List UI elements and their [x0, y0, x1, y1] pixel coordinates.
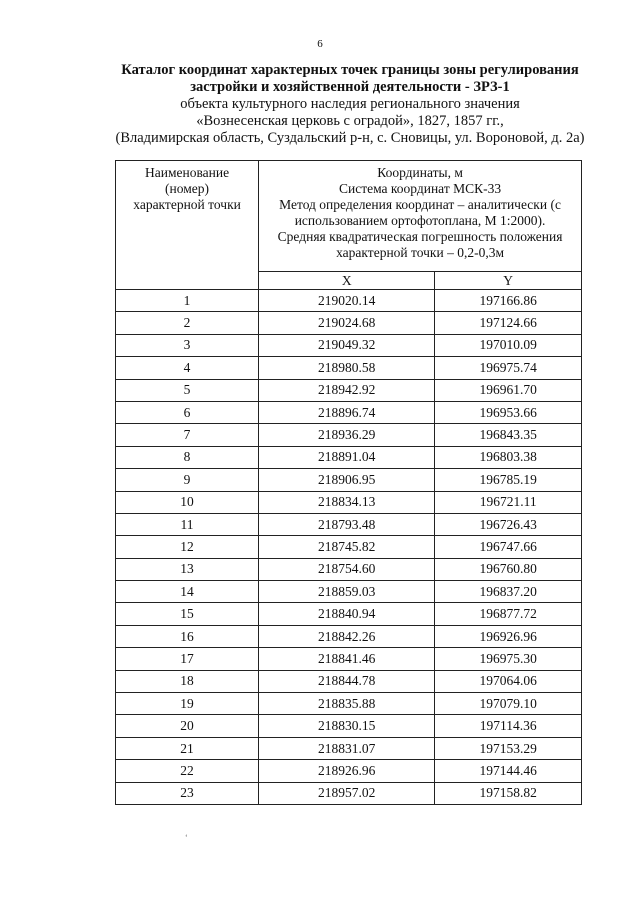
point-number-cell: 12 [116, 536, 259, 558]
y-coordinate-cell: 196726.43 [435, 513, 582, 535]
x-coordinate-cell: 218859.03 [259, 581, 435, 603]
table-row [116, 693, 582, 715]
x-coordinate-cell: 218754.60 [259, 558, 435, 580]
x-coordinate-cell: 218896.74 [259, 401, 435, 423]
point-number-cell: 7 [116, 424, 259, 446]
scan-mark: ‘ [185, 833, 188, 842]
point-number-cell: 13 [116, 558, 259, 580]
y-coordinate-cell: 196877.72 [435, 603, 582, 625]
y-coordinate-cell: 196721.11 [435, 491, 582, 513]
y-coordinate-cell: 197064.06 [435, 670, 582, 692]
x-coordinate-cell: 218831.07 [259, 737, 435, 759]
y-coordinate-cell: 197124.66 [435, 312, 582, 334]
table-row [116, 379, 582, 401]
table-row [116, 603, 582, 625]
point-number-cell: 11 [116, 513, 259, 535]
y-coordinate-cell: 196760.80 [435, 558, 582, 580]
header-point-name-line-3: характерной точки [133, 197, 241, 212]
x-coordinate-cell: 219049.32 [259, 334, 435, 356]
x-coordinate-cell: 219024.68 [259, 312, 435, 334]
point-number-cell: 3 [116, 334, 259, 356]
table-row [116, 424, 582, 446]
point-number-cell: 19 [116, 693, 259, 715]
header-x: X [259, 272, 435, 290]
point-number-cell: 14 [116, 581, 259, 603]
table-row [116, 469, 582, 491]
y-coordinate-cell: 197166.86 [435, 290, 582, 312]
y-coordinate-cell: 196843.35 [435, 424, 582, 446]
page-number: 6 [317, 38, 323, 50]
y-coordinate-cell: 196975.30 [435, 648, 582, 670]
table-row [116, 536, 582, 558]
header-coordinates-line-3: Метод определения координат – аналитически (с [279, 197, 561, 212]
x-coordinate-cell: 218891.04 [259, 446, 435, 468]
table-row [116, 312, 582, 334]
table-row [116, 558, 582, 580]
y-coordinate-cell: 196953.66 [435, 401, 582, 423]
header-point-name [116, 161, 259, 290]
point-number-cell: 5 [116, 379, 259, 401]
y-coordinate-cell: 197114.36 [435, 715, 582, 737]
header-coordinates-line-2: Система координат МСК-33 [338, 181, 502, 196]
y-coordinate-cell: 196961.70 [435, 379, 582, 401]
x-coordinate-cell: 218830.15 [259, 715, 435, 737]
point-number-cell: 8 [116, 446, 259, 468]
y-coordinate-cell: 197153.29 [435, 737, 582, 759]
header-point-name-line-2: (номер) [165, 181, 210, 196]
x-coordinate-cell: 218926.96 [259, 760, 435, 782]
table-row [116, 670, 582, 692]
table-row [116, 715, 582, 737]
table-row [116, 334, 582, 356]
table-row [116, 625, 582, 647]
header-coordinates-line-6: характерной точки – 0,2-0,3м [336, 245, 504, 260]
table-row [116, 648, 582, 670]
x-coordinate-cell: 218936.29 [259, 424, 435, 446]
x-coordinate-cell: 218745.82 [259, 536, 435, 558]
title-line-5: (Владимирская область, Суздальский р-н, с. Сновицы, ул. Вороновой, д. 2а) [115, 130, 585, 146]
y-coordinate-cell: 196837.20 [435, 581, 582, 603]
point-number-cell: 9 [116, 469, 259, 491]
x-coordinate-cell: 218844.78 [259, 670, 435, 692]
point-number-cell: 21 [116, 737, 259, 759]
point-number-cell: 10 [116, 491, 259, 513]
x-coordinate-cell: 218942.92 [259, 379, 435, 401]
point-number-cell: 18 [116, 670, 259, 692]
table-row [116, 513, 582, 535]
x-coordinate-cell: 219020.14 [259, 290, 435, 312]
header-coordinates-line-1: Координаты, м [377, 165, 463, 180]
point-number-cell: 1 [116, 290, 259, 312]
x-coordinate-cell: 218980.58 [259, 357, 435, 379]
x-coordinate-cell: 218841.46 [259, 648, 435, 670]
table-body [116, 290, 582, 805]
table-row [116, 581, 582, 603]
title-line-3: объекта культурного наследия регионального значения [180, 96, 520, 112]
table-row [116, 290, 582, 312]
table-row [116, 401, 582, 423]
point-number-cell: 15 [116, 603, 259, 625]
point-number-cell: 2 [116, 312, 259, 334]
coordinates-table [115, 160, 582, 805]
table-row [116, 737, 582, 759]
y-coordinate-cell: 196926.96 [435, 625, 582, 647]
x-coordinate-cell: 218834.13 [259, 491, 435, 513]
x-coordinate-cell: 218957.02 [259, 782, 435, 804]
y-coordinate-cell: 197144.46 [435, 760, 582, 782]
title-line-4: «Вознесенская церковь с оградой», 1827, 1857 гг., [196, 113, 504, 129]
y-coordinate-cell: 197079.10 [435, 693, 582, 715]
title-line-2: застройки и хозяйственной деятельности - ЗРЗ-1 [190, 79, 510, 95]
y-coordinate-cell: 196975.74 [435, 357, 582, 379]
title-line-1: Каталог координат характерных точек границы зоны регулирования [121, 62, 579, 78]
table-row [116, 446, 582, 468]
y-coordinate-cell: 196747.66 [435, 536, 582, 558]
y-coordinate-cell: 197158.82 [435, 782, 582, 804]
x-coordinate-cell: 218906.95 [259, 469, 435, 491]
header-coordinates [259, 161, 582, 272]
y-coordinate-cell: 196803.38 [435, 446, 582, 468]
table-row [116, 357, 582, 379]
x-coordinate-cell: 218835.88 [259, 693, 435, 715]
document-title [80, 62, 620, 147]
header-y: Y [435, 272, 582, 290]
point-number-cell: 20 [116, 715, 259, 737]
y-coordinate-cell: 196785.19 [435, 469, 582, 491]
x-coordinate-cell: 218842.26 [259, 625, 435, 647]
point-number-cell: 17 [116, 648, 259, 670]
table-row [116, 782, 582, 804]
header-coordinates-line-4: использованием ортофотоплана, М 1:2000). [294, 213, 546, 228]
point-number-cell: 16 [116, 625, 259, 647]
point-number-cell: 6 [116, 401, 259, 423]
point-number-cell: 22 [116, 760, 259, 782]
point-number-cell: 4 [116, 357, 259, 379]
point-number-cell: 23 [116, 782, 259, 804]
table-row [116, 760, 582, 782]
y-coordinate-cell: 197010.09 [435, 334, 582, 356]
x-coordinate-cell: 218840.94 [259, 603, 435, 625]
x-coordinate-cell: 218793.48 [259, 513, 435, 535]
header-coordinates-line-5: Средняя квадратическая погрешность положения [277, 229, 563, 244]
header-point-name-line-1: Наименование [145, 165, 230, 180]
table-row [116, 491, 582, 513]
